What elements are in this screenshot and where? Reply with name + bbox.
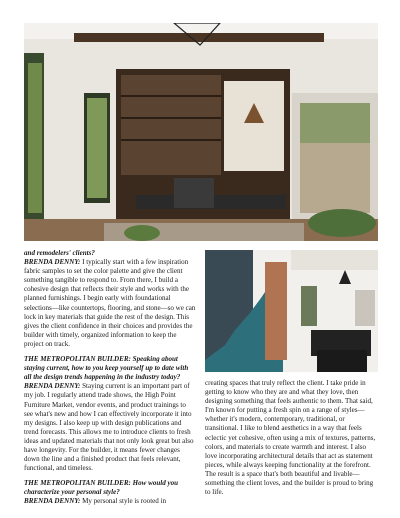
speaker-name: BRENDA DENNY: xyxy=(24,382,81,391)
paragraph-1 xyxy=(24,249,196,349)
right-text-column xyxy=(205,379,378,503)
question-heading: THE METROPOLITAN BUILDER: Speaking about staying current, how to you keep yourself up to date with all the design trends happening in the industry today? xyxy=(24,355,189,382)
left-text-column xyxy=(24,249,196,513)
stair-photo xyxy=(205,250,378,372)
paragraph-2 xyxy=(24,355,196,473)
question-tail: and remodelers' clients? xyxy=(24,249,95,257)
speaker-name: BRENDA DENNY: xyxy=(24,497,81,506)
answer-text: I typically start with a few inspiration fabric samples to set the color palette and give the client something tangible to respond to. From there, I build a cohesive design that reflects their style and works with the planned furnishings. I begin early with foundational selections—like countertops, flooring, and stone—so we can lock in key materials that guide the rest of the design. This gives the client confidence in their choices and provides the builder with timely, organized information to keep the project on track. xyxy=(24,258,196,348)
answer-text: My personal style is rooted in xyxy=(80,497,167,506)
paragraph-continued: creating spaces that truly reflect the client. I take pride in getting to know who they are and what they love, then designing something that feels authentic to them. That said, I'm known for putting a fresh spin on a range of styles— whether it's modern, contemporary, traditional, or transitional. I like to blend aesthetics in a way that feels eclectic yet cohesive, often using a mix of textures, patterns, colors, and materials to create warmth and interest. I also love incorporating architectural details that act as statement pieces, while always keeping functionality at the forefront. The result is a space that's both beautiful and livable—something the client loves, and the builder is proud to bring to life. xyxy=(205,379,376,497)
office-photo xyxy=(24,23,378,241)
paragraph-3 xyxy=(24,479,196,506)
question-heading: THE METROPOLITAN BUILDER: How would you characterize your personal style? xyxy=(24,479,179,497)
speaker-name: BRENDA DENNY: xyxy=(24,258,81,267)
answer-text: Staying current is an important part of my job. I regularly attend trade shows, the High Point Furniture Market, vendor events, and product trainings to see what's new and how I can effectively incorporate it into my designs. I also keep up with design publications and trend forecasts. This allows me to introduce clients to fresh ideas and updated materials that not only look great but also have longevity. For the builder, it means fewer changes down the line and a finished product that feels relevant, functional, and timeless. xyxy=(24,382,194,473)
